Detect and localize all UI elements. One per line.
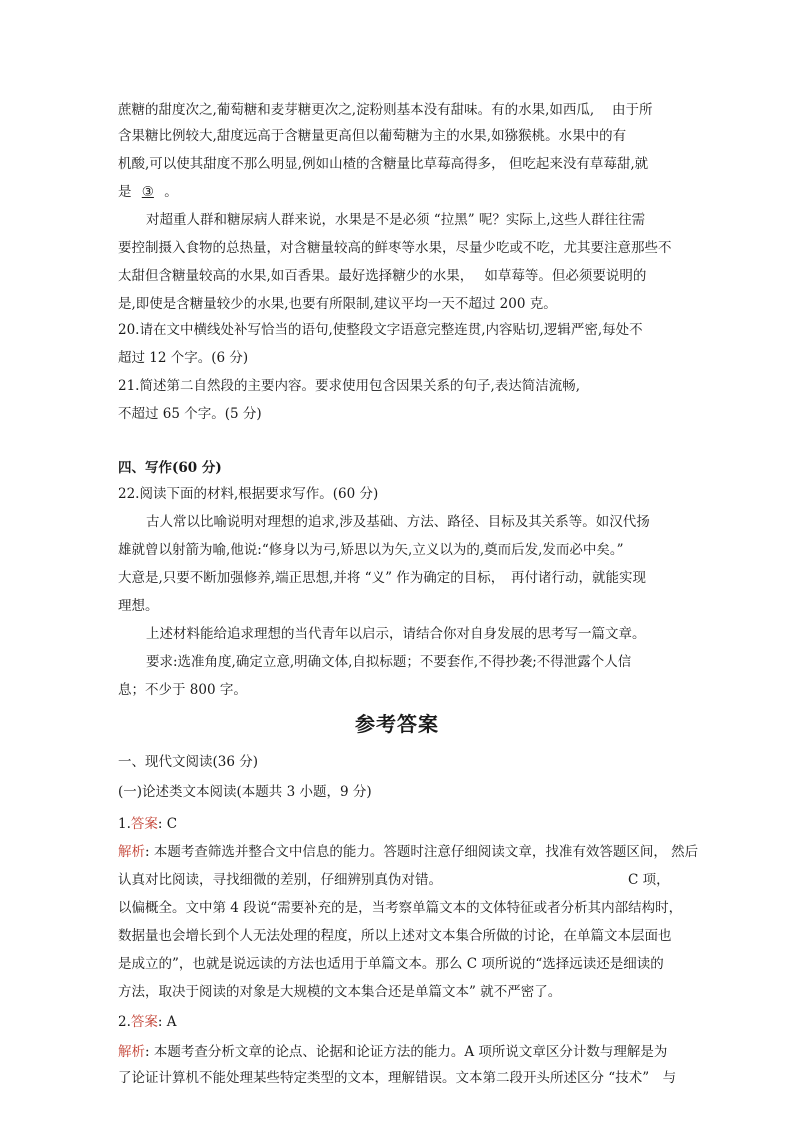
para2-line4: 是,即使是含糖量较少的水果,也要有所限制,建议平均一天不超过 200 克。: [118, 296, 557, 312]
q20-line2: 超过 12 个字。(6 分): [118, 350, 249, 366]
material-line1: 古人常以比喻说明对理想的追求,涉及基础、方法、路径、目标及其关系等。如汉代扬: [146, 514, 650, 530]
section4-heading: 四、写作(60 分): [118, 460, 222, 476]
answer-1-number: 1.: [118, 816, 131, 832]
explain-2-text: : 本题考查分析文章的论点、论据和论证方法的能力。A 项所说文章区分计数与理解是为: [145, 1044, 668, 1060]
answer-1: [118, 814, 177, 834]
explain-2-line1: [118, 1042, 667, 1062]
explain-1-line2-option: C 项，: [628, 872, 670, 888]
part1-heading: 一、现代文阅读(36 分): [118, 754, 259, 770]
explain-1-text: : 本题考查筛选并整合文中信息的能力。答题时注意仔细阅读文章，找准有效答题区间， 然后: [145, 844, 699, 860]
answers-title: 参考答案: [355, 712, 439, 736]
explain-1-line1: [118, 842, 698, 862]
answer-2-value: : A: [157, 1014, 177, 1030]
material-line5: 上述材料能给追求理想的当代青年以启示，请结合你对自身发展的思考写一篇文章。: [146, 626, 646, 642]
explain-1-label: 解析: [118, 844, 145, 860]
para1-line4-start: 是: [118, 184, 132, 200]
para2-line3: 太甜但含糖量较高的水果,如百香果。最好选择糖少的水果， 如草莓等。但必须要说明的: [118, 268, 647, 284]
explain-2-line2: 了论证计算机不能处理某些特定类型的文本，理解错误。文本第二段开头所述区分 “技术” 与: [118, 1070, 677, 1086]
para2-line1: 对超重人群和糖尿病人群来说，水果是不是必须 “拉黑” 呢？实际上,这些人群往往需: [146, 212, 646, 228]
para1-line4: [118, 182, 178, 202]
explain-1-line6: 方法，取决于阅读的对象是大规模的文本集合还是单篇文本” 就不严密了。: [118, 984, 562, 1000]
answer-1-label: 答案: [130, 816, 158, 832]
blank-3: ③: [141, 184, 154, 200]
requirement-line1: 要求:选准角度,确定立意,明确文体,自拟标题；不要套作,不得抄袭;不得泄露个人信: [146, 654, 632, 670]
answer-2-number: 2.: [118, 1014, 131, 1030]
q20-line1: 20.请在文中横线处补写恰当的语句,使整段文字语意完整连贯,内容贴切,逻辑严密,每处不: [118, 322, 643, 338]
answer-2: [118, 1012, 176, 1032]
answer-2-label: 答案: [130, 1014, 158, 1030]
material-line3: 大意是,只要不断加强修养,端正思想,并将 “义” 作为确定的目标， 再付诸行动，就能实现: [118, 570, 647, 586]
para1-line3: 机酸,可以使其甜度不那么明显,例如山楂的含糖量比草莓高得多， 但吃起来没有草莓甜,就: [118, 156, 649, 172]
q21-line1: 21.简述第二自然段的主要内容。要求使用包含因果关系的句子,表达简洁流畅,: [118, 378, 581, 394]
explain-1-line5: 是成立的”，也就是说远读的方法也适用于单篇文本。那么 C 项所说的“选择远读还是细读的: [118, 956, 664, 972]
explain-2-label: 解析: [118, 1044, 145, 1060]
answer-1-value: : C: [157, 816, 178, 832]
requirement-line2: 息；不少于 800 字。: [118, 682, 247, 698]
q22-prompt: 22.阅读下面的材料,根据要求写作。(60 分): [118, 486, 379, 502]
explain-1-line3: 以偏概全。文中第 4 段说“需要补充的是，当考察单篇文本的文体特征或者分析其内部结构时，: [118, 900, 683, 916]
para1-line4-end: 。: [164, 184, 178, 200]
q21-line2: 不超过 65 个字。(5 分): [118, 406, 262, 422]
sub1-heading: (一)论述类文本阅读(本题共 3 小题，9 分): [118, 784, 372, 800]
para2-line2: 要控制摄入食物的总热量，对含糖量较高的鲜枣等水果，尽量少吃或不吃，尤其要注意那些不: [118, 240, 672, 256]
para1-line1: 蔗糖的甜度次之,葡萄糖和麦芽糖更次之,淀粉则基本没有甜味。有的水果,如西瓜, 由于所: [118, 102, 653, 118]
material-line4: 理想。: [118, 598, 159, 614]
explain-1-line4: 数据量也会增长到个人无法处理的程度，所以上述对文本集合所做的讨论，在单篇文本层面也: [118, 928, 672, 944]
material-line2: 雄就曾以射箭为喻,他说:“修身以为弓,矫思以为矢,立义以为的,奠而后发,发而必中矣。”: [118, 542, 624, 558]
explain-1-line2: 认真对比阅读，寻找细微的差别，仔细辨别真伪对错。: [118, 872, 442, 888]
para1-line2: 含果糖比例较大,甜度远高于含糖量更高但以葡萄糖为主的水果,如猕猴桃。水果中的有: [118, 128, 627, 144]
